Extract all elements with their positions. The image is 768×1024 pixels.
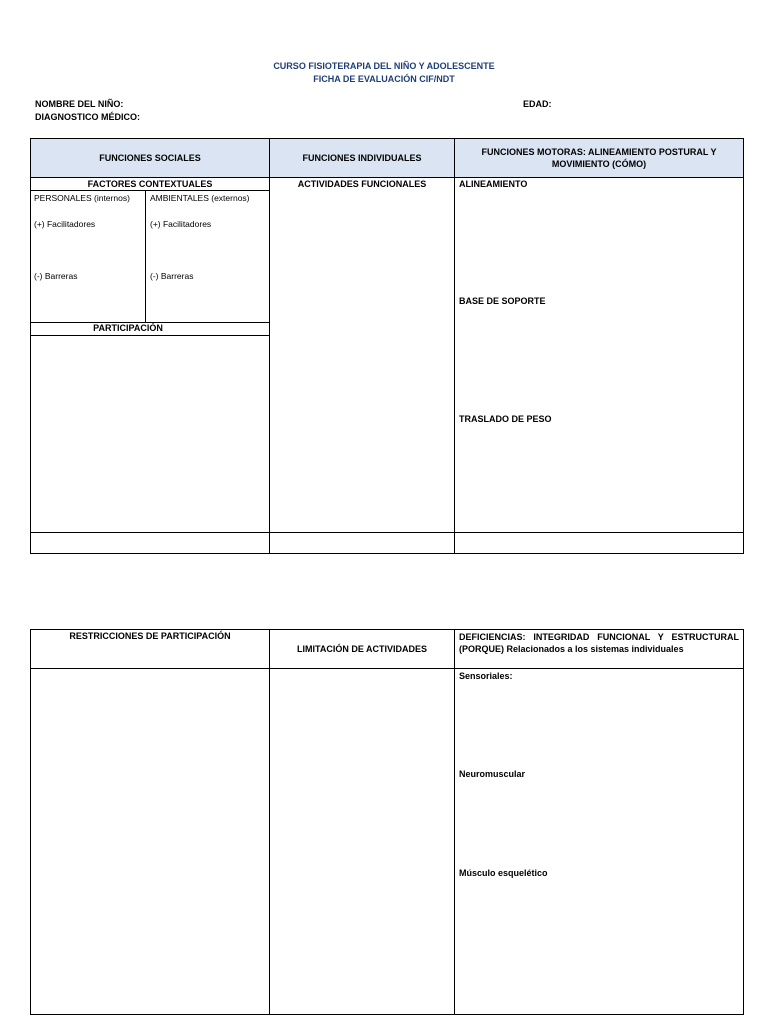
age-label: EDAD: [523, 99, 552, 109]
personal-barriers-label: (-) Barreras [34, 271, 78, 281]
deficiencies-table [30, 629, 744, 1015]
motor-functions-header-text: FUNCIONES MOTORAS: ALINEAMIENTO POSTURAL Y MOVIMIENTO (CÓMO) [481, 147, 717, 169]
individual-functions-header-text: FUNCIONES INDIVIDUALES [302, 153, 422, 163]
functional-activities-label: ACTIVIDADES FUNCIONALES [297, 179, 427, 189]
individual-functions-header [270, 139, 454, 177]
musculoskeletal-label: Músculo esquelético [459, 868, 548, 878]
personal-environment-divider [145, 190, 146, 322]
contextual-divider [30, 190, 269, 191]
footer-row-divider [30, 532, 744, 533]
diagnosis-label: DIAGNOSTICO MÉDICO: [35, 112, 140, 122]
environmental-facilitators-label: (+) Facilitadores [150, 219, 212, 229]
environmental-barriers-label: (-) Barreras [150, 271, 194, 281]
participation-bottom-divider [30, 335, 269, 336]
environmental-factors-label: AMBIENTALES (externos) [150, 193, 250, 203]
table2-header-divider [30, 668, 744, 669]
neuromuscular-label: Neuromuscular [459, 769, 526, 779]
weight-shift-label: TRASLADO DE PESO [459, 414, 552, 424]
activity-limitation-header: LIMITACIÓN DE ACTIVIDADES [297, 644, 427, 654]
social-functions-header-text: FUNCIONES SOCIALES [99, 153, 201, 163]
column-divider-2 [454, 138, 455, 554]
deficiencies-header: DEFICIENCIAS: INTEGRIDAD FUNCIONAL Y ESTRUCTURAL (PORQUE) Relacionados a los sistemas individuales [459, 632, 739, 654]
form-subtitle: FICHA DE EVALUACIÓN CIF/NDT [313, 74, 455, 84]
personal-factors-label: PERSONALES (internos) [34, 193, 130, 203]
contextual-factors-label: FACTORES CONTEXTUALES [87, 179, 213, 189]
motor-functions-header [455, 139, 743, 177]
column-divider-1 [269, 138, 270, 554]
participation-label: PARTICIPACIÓN [93, 323, 163, 333]
table2-column-divider-1 [269, 629, 270, 1015]
child-name-label: NOMBRE DEL NIÑO: [35, 99, 124, 109]
header-divider [30, 177, 744, 178]
participation-restrictions-header: RESTRICCIONES DE PARTICIPACIÓN [69, 631, 231, 641]
personal-facilitators-label: (+) Facilitadores [34, 219, 96, 229]
social-functions-header [31, 139, 269, 177]
table2-column-divider-2 [454, 629, 455, 1015]
base-support-label: BASE DE SOPORTE [459, 296, 546, 306]
form-title: CURSO FISIOTERAPIA DEL NIÑO Y ADOLESCENTE [273, 61, 495, 71]
alignment-label: ALINEAMIENTO [459, 179, 528, 189]
evaluation-table [30, 138, 744, 554]
sensory-label: Sensoriales: [459, 671, 513, 681]
